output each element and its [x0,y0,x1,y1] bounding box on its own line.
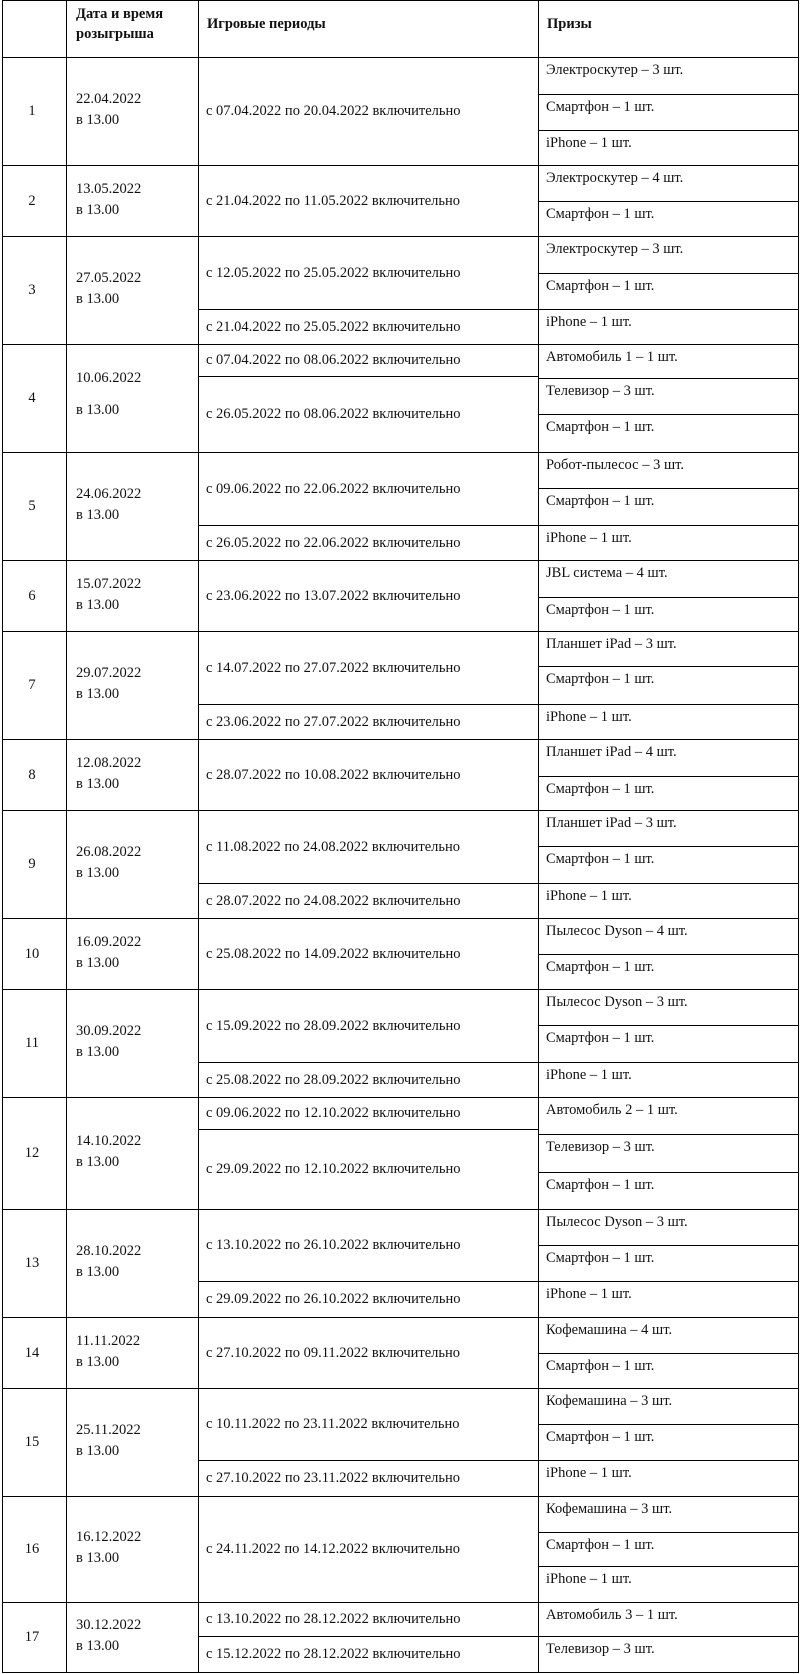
column-divider-4 [798,0,799,1673]
prize-divider [538,1245,798,1246]
prize-item: Смартфон – 1 шт. [546,493,655,509]
header-date-line1: Дата и время [76,6,164,22]
game-period: с 29.09.2022 по 12.10.2022 включительно [206,1161,461,1177]
prize-item: Планшет iPad – 3 шт. [546,636,677,652]
prize-divider [538,846,798,847]
prize-item: Смартфон – 1 шт. [546,959,655,975]
game-period: с 07.04.2022 по 08.06.2022 включительно [206,352,461,368]
draw-time: в 13.00 [76,596,120,613]
draw-date: 16.09.2022 [76,933,142,950]
prize-item: Смартфон – 1 шт. [546,278,655,294]
prize-item: Электроскутер – 3 шт. [546,241,684,257]
prize-divider [538,776,798,777]
prize-item: Смартфон – 1 шт. [546,99,655,115]
row-number: 11 [25,1035,39,1051]
prize-divider [538,1172,798,1173]
row-number: 16 [24,1541,40,1557]
row-number: 10 [24,945,40,962]
prize-item: Автомобиль 3 – 1 шт. [546,1607,678,1623]
prize-item: iPhone – 1 шт. [546,530,632,546]
draw-time: в 13.00 [76,507,120,523]
draw-time: в 13.00 [76,954,120,971]
prize-divider [538,309,798,310]
column-divider-0 [2,0,3,1673]
period-divider [198,883,538,884]
draw-date: 25.11.2022 [76,1422,141,1438]
game-period: с 07.04.2022 по 20.04.2022 включительно [206,103,461,119]
draw-time: в 13.00 [76,1550,120,1566]
draw-date: 14.10.2022 [76,1133,142,1149]
game-period: с 27.10.2022 по 09.11.2022 включительно [206,1344,460,1361]
period-divider [198,704,538,705]
prize-divider [538,1636,798,1637]
game-period: с 13.10.2022 по 26.10.2022 включительно [206,1237,461,1253]
draw-date: 11.11.2022 [76,1332,141,1349]
prize-divider [538,1353,798,1354]
draw-date: 16.12.2022 [76,1529,142,1545]
prize-item: iPhone – 1 шт. [546,1286,632,1302]
game-period: с 28.07.2022 по 24.08.2022 включительно [206,892,461,909]
draw-time: в 13.00 [76,1264,120,1280]
prize-item: Телевизор – 3 шт. [546,1139,655,1155]
game-period: с 15.12.2022 по 28.12.2022 включительно [206,1646,461,1662]
row-number: 2 [28,192,36,209]
row-border [2,631,799,632]
period-divider [198,1636,538,1637]
draw-date: 30.09.2022 [76,1023,142,1039]
prize-item: Пылесос Dyson – 4 шт. [546,923,688,939]
period-divider [198,1460,538,1461]
prize-divider [538,273,798,274]
prize-divider [538,488,798,489]
draw-date: 24.06.2022 [76,486,142,502]
row-number: 9 [28,856,36,872]
row-border [2,739,799,740]
draw-date: 26.08.2022 [76,844,142,860]
column-divider-3 [538,0,539,1673]
row-border [2,1097,799,1098]
prize-item: Кофемашина – 3 шт. [546,1393,673,1409]
row-number: 5 [28,498,36,514]
row-number: 4 [28,390,36,406]
prize-item: Смартфон – 1 шт. [546,206,655,222]
prize-item: iPhone – 1 шт. [546,1465,632,1481]
draw-time: в 13.00 [76,1154,120,1170]
prize-divider [538,1062,798,1063]
prize-item: iPhone – 1 шт. [546,1067,632,1083]
game-period: с 24.11.2022 по 14.12.2022 включительно [206,1541,460,1557]
row-number: 13 [24,1255,40,1271]
prize-item: Смартфон – 1 шт. [546,1358,655,1374]
row-number: 14 [24,1344,40,1361]
prize-divider [538,94,798,95]
row-border [2,810,799,811]
prize-item: JBL система – 4 шт. [546,565,668,581]
prize-item: Телевизор – 3 шт. [546,1641,655,1657]
header-prizes: Призы [547,16,592,32]
prize-item: Кофемашина – 3 шт. [546,1501,673,1517]
row-border [2,989,799,990]
prize-item: Смартфон – 1 шт. [546,1030,655,1046]
prize-item: Электроскутер – 3 шт. [546,62,684,78]
game-period: с 26.05.2022 по 08.06.2022 включительно [206,406,461,422]
prize-item: Кофемашина – 4 шт. [546,1322,673,1338]
prize-item: Робот-пылесос – 3 шт. [546,457,684,473]
prize-item: Телевизор – 3 шт. [546,383,655,399]
draw-date: 10.06.2022 [76,370,142,386]
game-period: с 21.04.2022 по 11.05.2022 включительно [206,192,460,209]
prize-divider [538,1532,798,1533]
game-period: с 11.08.2022 по 24.08.2022 включительно [206,838,460,855]
prize-item: Смартфон – 1 шт. [546,419,655,435]
draw-time: в 13.00 [76,201,120,218]
game-period: с 23.06.2022 по 13.07.2022 включительно [206,587,461,604]
prize-item: Смартфон – 1 шт. [546,1429,655,1445]
draw-time: в 13.00 [76,686,120,702]
draw-time: в 13.00 [76,1044,120,1060]
prize-item: Смартфон – 1 шт. [546,1177,655,1193]
prize-divider [538,1025,798,1026]
game-period: с 10.11.2022 по 23.11.2022 включительно [206,1416,460,1432]
draw-date: 22.04.2022 [76,91,142,107]
draw-date: 12.08.2022 [76,754,142,771]
row-border [2,1388,799,1389]
draw-time: в 13.00 [76,402,120,418]
draw-time: в 13.00 [76,1443,120,1459]
draw-time: в 13.00 [76,112,120,128]
prize-item: Смартфон – 1 шт. [546,851,655,867]
game-period: с 21.04.2022 по 25.05.2022 включительно [206,318,461,335]
prize-divider [538,1566,798,1567]
row-number: 3 [28,282,36,298]
prize-divider [538,378,798,379]
row-border [2,57,799,58]
prize-item: Планшет iPad – 4 шт. [546,744,677,760]
table-top-border [2,0,799,1]
prize-divider [538,1424,798,1425]
prize-divider [538,1134,798,1135]
column-divider-2 [198,0,199,1673]
prize-divider [538,1281,798,1282]
prize-item: Смартфон – 1 шт. [546,1537,655,1553]
row-number: 12 [24,1145,40,1161]
prize-divider [538,597,798,598]
draw-date: 29.07.2022 [76,665,142,681]
prize-item: Смартфон – 1 шт. [546,602,655,618]
prize-item: iPhone – 1 шт. [546,314,632,330]
period-divider [198,525,538,526]
prize-item: Электроскутер – 4 шт. [546,170,684,186]
header-date-line2: розыгрыша [76,26,154,42]
prize-item: iPhone – 1 шт. [546,888,632,904]
prize-divider [538,666,798,667]
draw-time: в 13.00 [76,291,120,307]
game-period: с 14.07.2022 по 27.07.2022 включительно [206,659,461,676]
prize-item: Смартфон – 1 шт. [546,671,655,687]
draw-date: 13.05.2022 [76,180,142,197]
draw-date: 30.12.2022 [76,1617,142,1633]
period-divider [198,376,538,377]
prize-item: Автомобиль 1 – 1 шт. [546,349,678,365]
row-number: 15 [24,1434,40,1450]
prize-item: Смартфон – 1 шт. [546,781,655,797]
game-period: с 13.10.2022 по 28.12.2022 включительно [206,1611,461,1627]
game-period: с 25.08.2022 по 28.09.2022 включительно [206,1071,461,1088]
prize-item: Пылесос Dyson – 3 шт. [546,994,688,1010]
draw-time: в 13.00 [76,1638,120,1654]
row-border [2,918,799,919]
game-period: с 09.06.2022 по 22.06.2022 включительно [206,480,461,497]
prize-item: iPhone – 1 шт. [546,1571,632,1587]
game-period: с 28.07.2022 по 10.08.2022 включительно [206,766,461,783]
prize-item: Смартфон – 1 шт. [546,1250,655,1266]
draw-date: 28.10.2022 [76,1243,142,1259]
period-divider [198,1062,538,1063]
prize-item: iPhone – 1 шт. [546,135,632,151]
row-border [2,165,799,166]
row-border [2,452,799,453]
column-divider-1 [66,0,67,1673]
period-divider [198,1281,538,1282]
row-border [2,1209,799,1210]
game-period: с 09.06.2022 по 12.10.2022 включительно [206,1105,461,1121]
prize-item: Автомобиль 2 – 1 шт. [546,1102,678,1118]
game-period: с 23.06.2022 по 27.07.2022 включительно [206,713,461,730]
row-border [2,236,799,237]
prize-divider [538,525,798,526]
game-period: с 12.05.2022 по 25.05.2022 включительно [206,264,461,281]
game-period: с 26.05.2022 по 22.06.2022 включительно [206,534,461,551]
prize-divider [538,130,798,131]
period-divider [198,1129,538,1130]
prize-divider [538,954,798,955]
period-divider [198,309,538,310]
prize-item: Пылесос Dyson – 3 шт. [546,1214,688,1230]
row-border [2,1496,799,1497]
table-bottom-border [2,1672,799,1673]
prize-divider [538,704,798,705]
game-period: с 29.09.2022 по 26.10.2022 включительно [206,1291,461,1307]
draw-date: 27.05.2022 [76,270,142,286]
row-border [2,1317,799,1318]
row-border [2,344,799,345]
game-period: с 27.10.2022 по 23.11.2022 включительно [206,1470,460,1486]
prize-divider [538,414,798,415]
prize-divider [538,201,798,202]
row-number: 7 [28,677,36,693]
prize-divider [538,883,798,884]
draw-date: 15.07.2022 [76,575,142,592]
draw-time: в 13.00 [76,775,120,792]
prize-item: Планшет iPad – 3 шт. [546,815,677,831]
row-number: 1 [28,103,36,119]
row-number: 6 [28,587,36,604]
row-border [2,560,799,561]
draw-time: в 13.00 [76,1353,120,1370]
header-periods: Игровые периоды [207,16,326,32]
draw-time: в 13.00 [76,865,120,881]
game-period: с 25.08.2022 по 14.09.2022 включительно [206,945,461,962]
prize-item: iPhone – 1 шт. [546,709,632,725]
row-number: 8 [28,766,36,783]
game-period: с 15.09.2022 по 28.09.2022 включительно [206,1017,461,1034]
row-border [2,1602,799,1603]
prize-divider [538,1460,798,1461]
row-number: 17 [24,1629,40,1645]
